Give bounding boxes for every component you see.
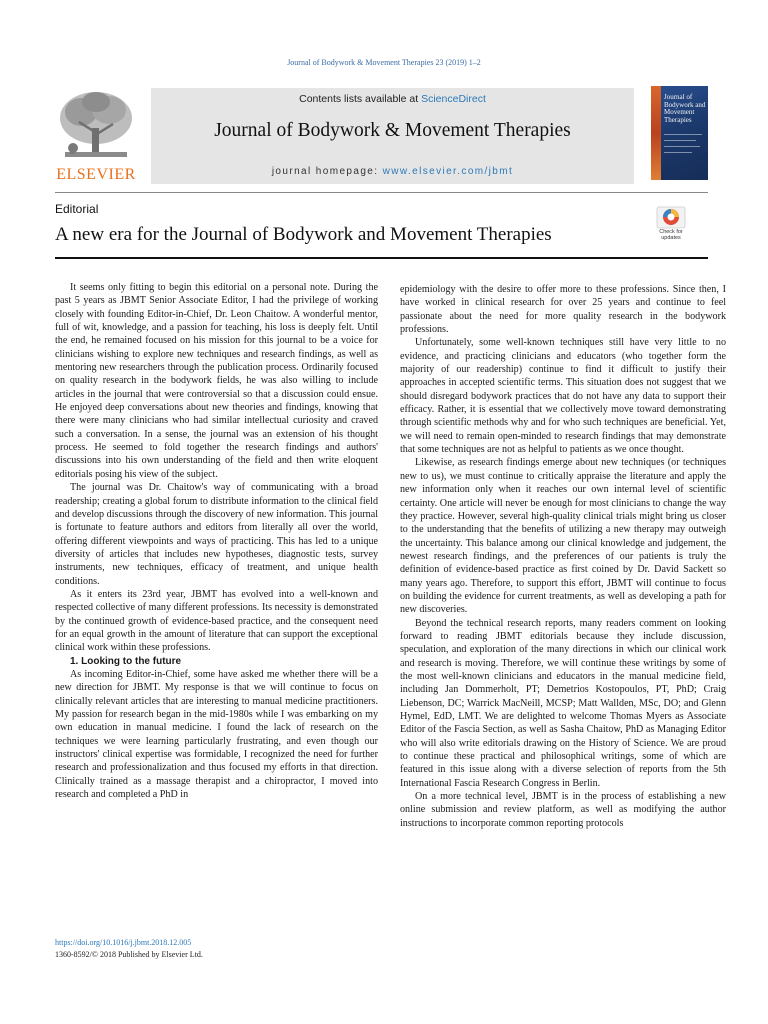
title-divider <box>55 257 708 259</box>
cover-strip <box>651 86 661 180</box>
check-updates-label: Check for updates <box>659 229 683 241</box>
doi-link[interactable]: https://doi.org/10.1016/j.jbmt.2018.12.005 <box>55 938 192 947</box>
journal-cover-thumbnail[interactable] <box>651 86 708 180</box>
right-column <box>400 283 726 830</box>
homepage-prefix: journal homepage: <box>271 166 383 177</box>
footer <box>55 937 203 961</box>
cover-line <box>664 134 702 135</box>
elsevier-logo <box>55 88 137 183</box>
article-type: Editorial <box>55 202 99 216</box>
journal-citation[interactable]: Journal of Bodywork & Movement Therapies 23 (2019) 1–2 <box>287 58 481 67</box>
cover-line <box>664 146 700 147</box>
paragraph: On a more technical level, JBMT is in the process of establishing a new online submission and review platform, as well as modifying the author instructions to incorporate common reporting protocols <box>400 791 726 829</box>
elsevier-tree-icon <box>55 88 137 164</box>
header-divider <box>55 192 708 193</box>
paragraph: Unfortunately, some well-known techniques still have very little to no evidence, and practicing clinicians and educators (who together form the majority of our readership) continue to find it difficult to justify their approaches in accepted scientific terms. This situation does not suggest that we should disregard bodywork practices that do not have any data to support their efficacy. Rather, it is essential that we collectively move toward demonstrating through scientific methods why and for who such techniques are beneficial. Yet, we will need to remain open-minded to research findings that may demonstrate that some techniques are not as helpful to patients as we once thought. <box>400 337 726 456</box>
cover-line <box>664 140 696 141</box>
check-updates-icon <box>651 205 691 229</box>
contents-line <box>151 93 634 105</box>
cover-line <box>664 152 692 153</box>
homepage-link[interactable]: www.elsevier.com/jbmt <box>382 166 514 177</box>
paragraph: As incoming Editor-in-Chief, some have asked me whether there will be a new direction for JBMT. My response is that we will continue to focus on clinically relevant articles that are interesting to manual medicine practitioners. My passion for research began in the mid-1980s while I was embarking on my own education in manual medicine. I found the lack of research on the techniques we were learning particularly frustrating, and even though our instructors' clinical expertise was formidable, I recognized the need for further research and professionalization and thus focused my efforts in that direction. Clinically trained as a massage therapist and a chiropractor, I moved into research and completed a PhD in <box>55 668 378 801</box>
copyright: 1360-8592/© 2018 Published by Elsevier Ltd. <box>55 950 203 959</box>
paragraph: epidemiology with the desire to offer more to these professions. Since then, I have worked in clinical research for over 25 years and continue to feel passionate about the need for more quality research in the bodywork professions. <box>400 284 726 336</box>
paragraph: Likewise, as research findings emerge about new techniques (or techniques new to us), we must continue to critically appraise the literature and apply the new information only when it reaches our own internal level of scientific certainty. One article will never be enough for most clinicians to change the way they practice. However, several high-quality clinical trials might bring us closer to the understanding that the benefits of utilizing a new therapy may outweigh the uncertainty. This balance among our clinical knowledge and judgement, the newest research findings, and the preferences of our patients is truly the definition of evidence-based practice as first coined by Dr. David Sackett so many years ago. Therefore, to support this effort, JBMT will continue to focus on building the evidence for current treatments, as well as developing a path for new discoveries. <box>400 457 726 616</box>
check-for-updates-button[interactable] <box>651 205 691 245</box>
sciencedirect-link[interactable]: ScienceDirect <box>421 93 486 105</box>
paragraph: As it enters its 23rd year, JBMT has evolved into a well-known and respected collective of many different professions. Its necessity is demonstrated by the continued growth of evidence-based practice, and the consequent need for an equal growth in the amount of literature that can support the exceptional clinical work within these professions. <box>55 588 378 654</box>
journal-title: Journal of Bodywork & Movement Therapies <box>214 120 571 141</box>
journal-homepage <box>151 166 634 177</box>
paragraph: The journal was Dr. Chaitow's way of communicating with a broad readership; creating a global forum to distribute information to the clinical field and develop discussions through the discovery of new information. This journal is fortunate to feature authors and editors from literally all over the world, offering different viewpoints and ways of practicing. This has led to a unique diversity of articles that includes new hypotheses, diagnostic tests, survey instruments, new techniques, efficacy of treatment, and unique health conditions. <box>55 482 378 587</box>
section-heading: 1. Looking to the future <box>70 655 182 667</box>
cover-title: Journal of Bodywork and Movement Therapies <box>664 93 706 124</box>
article-title: A new era for the Journal of Bodywork and Movement Therapies <box>55 224 552 245</box>
elsevier-wordmark: ELSEVIER <box>56 166 136 183</box>
paragraph: It seems only fitting to begin this editorial on a personal note. During the past 5 years as JBMT Senior Associate Editor, I had the privilege of working closely with founding Editor-in-Chief, Dr. Leon Chaitow. A wonderful mentor, full of wit, knowledge, and a passion for teaching, his loss is deeply felt. Until the end, he remained focused on his mission for this journal to be a voice for clinicians wishing to explore new techniques and research findings, as well as mentoring new researchers through the publication process. Ordinarily focused on quality research in the bodywork fields, he was also willing to include articles in the journal that were controversial so that a discussion could ensue. He enjoyed deep conversations about new theories and findings, knowing that there were many clinicians who had similar intellectual curiosity and craved such a conversation. In a sense, the journal was an extension of his thought process. He seemed to fold together the research findings and authors' discussions into his own understanding of the field and then write eloquent editorials posing his view of the subject. <box>55 282 378 480</box>
left-column <box>55 281 378 801</box>
paragraph: Beyond the technical research reports, many readers comment on looking forward to reading JBMT editorials because they include discussion, speculation, and exploration of the many directions in which our clinical work and research is moving. Therefore, we will continue these writings by some of the most well-known clinicians and educators in the manual medicine field, including Jan Dommerholt, PT; Demetrios Kostopoulos, PT, PhD; Craig Liebenson, DC; Warrick MacNeill, MCSP; Matt Wallden, MSc, DO; and Glenn Hymel, EdD, LMT. We are delighted to welcome Thomas Myers as Associate Editor of the Fascia Section, as well as Sasha Chaitow, PhD as Managing Editor who will also write editorials drawing on the History of Science. We are proud to continue these practical and philosophical writings, some of which are featured in this issue along with a diverse selection of reports from the 5th International Fascia Research Congress in Berlin. <box>400 617 726 789</box>
journal-banner <box>151 88 634 184</box>
contents-prefix: Contents lists available at <box>299 93 422 105</box>
